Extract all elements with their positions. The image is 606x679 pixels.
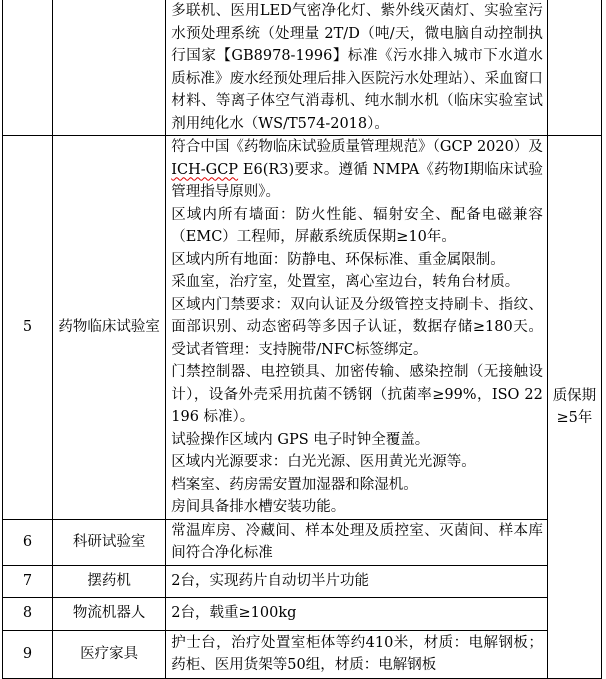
- item-name-cell: 科研试验室: [53, 519, 166, 565]
- drainage-paragraph: 房间具备排水槽安装功能。: [171, 499, 346, 515]
- content-cell: 2台，载重≥100kg: [166, 597, 548, 630]
- table-row-5: [3, 136, 602, 520]
- table-row-9: [3, 630, 602, 678]
- gps-clock-paragraph: 试验操作区域内 GPS 电子时钟全覆盖。: [171, 431, 430, 448]
- content-cell: [166, 0, 548, 136]
- content-cell: [166, 136, 548, 520]
- content-cell: 护士台，治疗处置室柜体等约410米，材质：电解钢板；药柜、医用货架等50组，材质：电解钢板: [166, 630, 548, 678]
- wall-paragraph: 区域内所有墙面：防火性能、辐射安全、配备电磁兼容（EMC）工程师，屏蔽系统质保期≥10年。: [171, 206, 543, 245]
- controller-paragraph: 门禁控制器、电控锁具、加密传输、感染控制（无接触设计），设备外壳采用抗菌不锈钢（抗菌率≥99%，ISO 22196 标准）。: [171, 364, 543, 425]
- item-name-cell: 医疗家具: [53, 630, 166, 678]
- item-name-cell: 药物临床试验室: [53, 136, 166, 520]
- content-text: 多联机、医用LED气密净化灯、紫外线灭菌灯、实验室污水预处理系统（处理量 2T/D（吨/天，微电脑自动控制执行国家【GB8978-1996】标准《污水排入城市下水道水质标准》废水经预处理后排入医院污水处理站）、采血窗口材料、等离子体空气消毒机、纯水制水机（临床实验室试剂用纯化水（WS/T574-2018）。: [171, 3, 543, 132]
- warranty-text: 质保期≥5年: [552, 387, 597, 426]
- gcp-paragraph: 符合中国《药物临床试验质量管理规范》（GCP 2020）及 ICH-GCP E6(R3)要求。遵循 NMPA《药物Ⅰ期临床试验管理指导原则》。: [171, 139, 543, 200]
- content-cell: 2台，实现药片自动切半片功能: [166, 565, 548, 597]
- row-number-cell: 5: [3, 136, 53, 520]
- row-number-cell: 6: [3, 519, 53, 565]
- light-source-paragraph: 区域内光源要求：白光光源、医用黄光光源等。: [171, 454, 476, 470]
- content-text-block: [166, 136, 547, 519]
- row-number-cell: 7: [3, 565, 53, 597]
- content-cell: 常温库房、冷藏间、样本处理及质控室、灭菌间、样本库间符合净化标准: [166, 519, 548, 565]
- item-name-cell: 摆药机: [53, 565, 166, 597]
- item-name-cell: 物流机器人: [53, 597, 166, 630]
- floor-paragraph: 区域内所有地面：防静电、环保标准、重金属限制。: [171, 251, 505, 268]
- warranty-cell-empty: [547, 0, 601, 136]
- spec-table: [2, 0, 602, 679]
- access-control-paragraph: 区域内门禁要求：双向认证及分级管控支持刷卡、指纹、面部识别、动态密码等多因子认证，数据存储≥180天。受试者管理：支持腕带/NFC标签绑定。: [171, 296, 543, 358]
- humidity-paragraph: 档案室、药房需安置加湿器和除湿机。: [171, 476, 418, 493]
- room-material-paragraph: 采血室，治疗室，处置室，离心室边台，转角台材质。: [171, 274, 520, 290]
- row-number-cell: 8: [3, 597, 53, 630]
- table-row-6: [3, 519, 602, 565]
- table-row-continued: [3, 0, 602, 136]
- warranty-cell: [547, 136, 601, 679]
- ich-gcp-underlined-term: ICH-GCP: [171, 161, 239, 178]
- table-row-8: [3, 597, 602, 630]
- table-row-7: [3, 565, 602, 597]
- item-name-cell: [53, 0, 166, 136]
- row-number-cell: 9: [3, 630, 53, 678]
- row-number-cell: [3, 0, 53, 136]
